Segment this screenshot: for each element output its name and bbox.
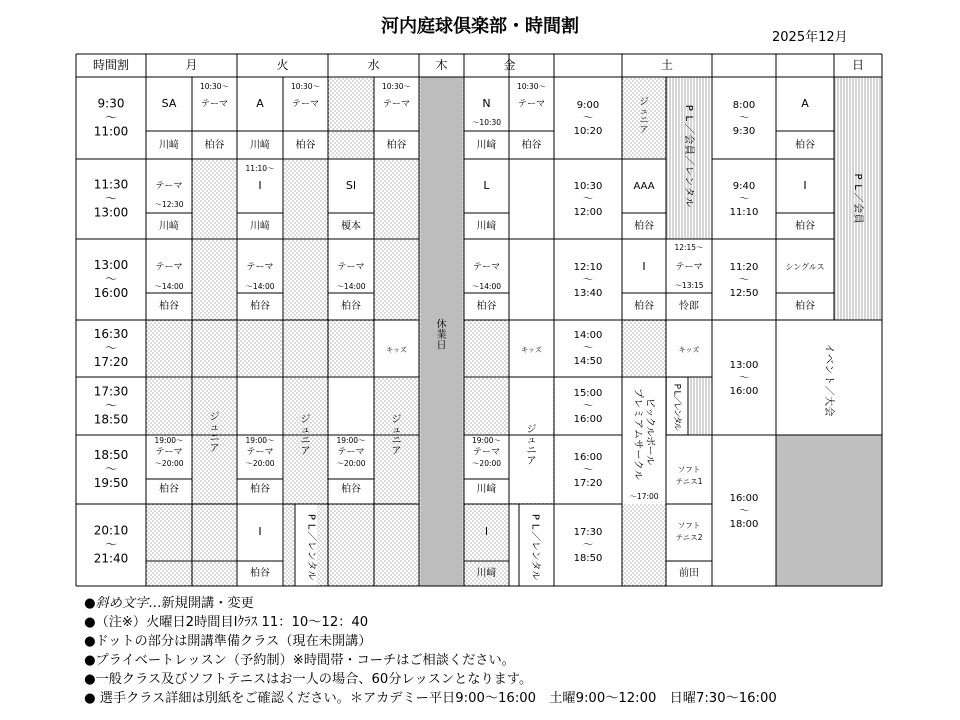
rental-label-char: ル: [529, 570, 541, 581]
notes: [84, 594, 777, 709]
sat-time: 16:00: [573, 452, 603, 463]
time-slot: 18:50: [93, 412, 129, 427]
time-slot: 11:00: [93, 124, 129, 139]
sat-time: 18:50: [573, 553, 603, 564]
rental-label-char: レ: [529, 541, 541, 551]
sun-time: 16:00: [729, 386, 759, 397]
rental-label-char: タ: [305, 560, 317, 571]
sat-time: 17:30: [573, 527, 603, 538]
dotted-cell: [192, 239, 237, 320]
premium-circle-label-char: ミ: [632, 408, 643, 419]
coach-name: 榎本: [341, 221, 361, 232]
time-slot: 9:30: [97, 96, 125, 111]
pl-member-label-char: ル: [683, 197, 694, 208]
coach-name: 柏谷: [250, 484, 270, 495]
header-sat: 土: [660, 58, 674, 72]
junior-label-char: ア: [391, 445, 402, 457]
class-label: I: [258, 525, 262, 538]
rental-label: [306, 514, 318, 580]
rental-label-char: ／: [305, 531, 317, 542]
premium-circle-label-char: レ: [632, 398, 643, 409]
junior-label-char: ュ: [526, 434, 537, 446]
note-1-italic: 斜め文字: [95, 596, 149, 611]
class-time: ～13:15: [674, 281, 704, 290]
class-time: 19:00～: [336, 436, 366, 445]
soft-tennis-label: テニス2: [675, 533, 703, 542]
soft-tennis-label: ソフト: [677, 465, 701, 474]
coach-name: 柏谷: [341, 301, 361, 312]
sun-time: ～: [739, 275, 749, 286]
rental-label-char: L: [671, 390, 682, 396]
pickleball-label-char: ピ: [644, 397, 655, 408]
closed-day-label: [437, 318, 447, 352]
note-1-rest: …新規開講・変更: [148, 596, 254, 611]
junior-label-char: ジ: [526, 424, 537, 436]
dotted-cell: [328, 77, 374, 131]
class-label: テーマ: [155, 262, 183, 273]
coach-name: 柏谷: [250, 568, 270, 579]
dotted-cell: [328, 504, 374, 586]
junior-label: [392, 413, 402, 457]
dotted-cell: [283, 159, 328, 239]
coach-name: 川﨑: [159, 140, 179, 151]
page-title: 河内庭球倶楽部・時間割: [381, 16, 579, 37]
class-label: SI: [345, 179, 357, 192]
rental-label-char: P: [671, 383, 682, 390]
class-time: ～10:30: [471, 118, 502, 127]
dotted-cell: [328, 131, 374, 159]
premium-circle-label-char: プ: [632, 388, 643, 399]
junior-label-char: ジ: [209, 411, 220, 423]
junior-label-char: ジ: [300, 414, 311, 426]
time-slot: 13:00: [93, 205, 129, 220]
class-label: テーマ: [291, 99, 320, 110]
dotted-cell: [146, 504, 192, 586]
sun-time: 9:30: [732, 126, 756, 137]
class-label: テーマ: [337, 262, 365, 273]
junior-label-char: ニ: [209, 432, 220, 444]
pl-member-label-char: 員: [852, 213, 863, 224]
sat-time: 15:00: [573, 388, 603, 399]
class-label: テーマ: [517, 99, 546, 110]
class-time: 10:30～: [381, 82, 412, 91]
pl-member-label-char: 員: [683, 144, 694, 155]
sun-time: ～: [739, 506, 749, 517]
sun-time: ～: [739, 373, 749, 384]
junior-label-char: ニ: [391, 435, 402, 447]
pl-member-label: [683, 105, 696, 208]
junior-label-char: ュ: [639, 106, 649, 117]
dotted-cell: [192, 320, 237, 377]
junior-label-char: ア: [209, 443, 220, 455]
dotted-cell: [374, 239, 419, 320]
time-slot: 11:30: [93, 177, 129, 192]
sun-time: 13:00: [729, 360, 759, 371]
rental-label-char: ル: [671, 422, 682, 432]
header-thu: 木: [435, 58, 448, 72]
class-time: ～14:00: [154, 282, 184, 291]
sat-time: 16:00: [573, 414, 603, 425]
rental-label-char: ／: [529, 531, 541, 542]
coach-name: 柏谷: [795, 301, 815, 312]
coach-name: 柏谷: [250, 301, 270, 312]
time-slot: 17:30: [93, 384, 129, 399]
sun-time: 18:00: [729, 519, 759, 530]
event-label-char: 大: [823, 396, 834, 406]
coach-name: 川﨑: [476, 484, 497, 495]
soft-tennis-label: ソフト: [677, 521, 701, 530]
class-time: ～20:00: [245, 459, 275, 468]
sat-time: 14:50: [573, 356, 603, 367]
class-label: I: [484, 525, 489, 538]
premium-circle-label-char: ク: [632, 459, 643, 470]
sun-time: ～: [739, 194, 749, 205]
header-mon: 月: [185, 58, 198, 72]
pickleball-label-char: ッ: [644, 407, 655, 418]
sat-time: ～: [583, 465, 593, 476]
sat-time: 12:00: [573, 207, 603, 218]
class-label: テーマ: [337, 447, 365, 458]
event-label-char: ト: [823, 375, 834, 385]
dotted-cell: [464, 320, 509, 377]
coach-name: 川﨑: [476, 140, 497, 151]
event-label-char: 会: [823, 406, 834, 417]
class-label: A: [256, 97, 264, 110]
junior-label: [527, 423, 537, 467]
rental-label-char: タ: [529, 560, 541, 571]
kids-label: キッズ: [386, 346, 407, 354]
pl-member-label-char: ／: [683, 123, 694, 134]
dotted-cell: [374, 504, 419, 586]
dotted-cell: [283, 320, 328, 377]
class-label: テーマ: [155, 181, 183, 192]
rental-label-char: ン: [305, 550, 317, 561]
sun-time: 9:40: [732, 181, 756, 192]
class-time: 11:10～: [245, 164, 275, 173]
junior-label-char: ニ: [526, 445, 537, 457]
closed-day-label-char: 休: [436, 319, 447, 331]
class-time: ～14:00: [471, 282, 502, 291]
pickleball-label: [644, 398, 656, 465]
junior-label-char: ニ: [639, 116, 649, 127]
coach-name: 川﨑: [476, 568, 497, 579]
class-label: テーマ: [472, 262, 501, 273]
junior-label-char: ュ: [391, 424, 402, 436]
pl-member-label-char: P: [683, 104, 694, 111]
closed-day-label-char: 日: [436, 340, 447, 352]
sat-time: 12:10: [573, 262, 603, 273]
class-time: ～14:00: [336, 282, 366, 291]
time-slot: 20:10: [93, 523, 129, 538]
kids-label: キッズ: [521, 346, 542, 354]
class-time: ～20:00: [154, 459, 184, 468]
class-time: 12:15～: [674, 243, 704, 252]
coach-name: 柏谷: [634, 301, 654, 312]
closed-day-label-char: 業: [436, 330, 447, 341]
event-label-char: イ: [823, 343, 834, 354]
dotted-cell: [237, 320, 283, 377]
sun-time: 11:20: [729, 262, 759, 273]
coach-name: 柏谷: [295, 140, 316, 151]
pickleball-label-char: ー: [644, 445, 655, 456]
coach-name: 川﨑: [250, 221, 270, 232]
class-time: ～20:00: [471, 459, 502, 468]
class-time: ～14:00: [245, 282, 275, 291]
class-time: ～12:30: [154, 200, 184, 209]
class-time: 10:30～: [199, 82, 230, 91]
event-label-char: ン: [823, 364, 834, 375]
pl-member-label-char: ／: [683, 155, 694, 166]
pl-member-label-char: ／: [852, 192, 863, 203]
dotted-cell: [622, 320, 666, 377]
header-time: 時間割: [92, 58, 130, 72]
coach-name: 前田: [679, 568, 699, 579]
sat-time: ～: [583, 540, 593, 551]
pl-member-label-char: タ: [683, 186, 694, 197]
sat-time: 10:30: [573, 181, 603, 192]
coach-name: 柏谷: [159, 484, 179, 495]
class-label: AAA: [633, 181, 655, 192]
junior-label-char: ニ: [300, 435, 311, 447]
pl-member-label-char: レ: [683, 165, 694, 176]
coach-name: 柏谷: [159, 301, 179, 312]
class-time: 10:30～: [516, 82, 547, 91]
class-label: テーマ: [246, 447, 274, 458]
class-time: 10:30～: [290, 82, 321, 91]
event-label: [823, 344, 836, 417]
rental-label-char: L: [529, 523, 541, 530]
premium-circle-label-char: ア: [632, 418, 643, 429]
sat-time: 13:40: [573, 288, 603, 299]
junior-label-char: ア: [639, 125, 649, 136]
coach-name: 柏谷: [341, 484, 361, 495]
class-label: I: [258, 179, 262, 192]
gray-cell: [776, 435, 882, 586]
rental-label-char: ／: [671, 395, 682, 405]
sun-time: 12:50: [729, 288, 759, 299]
note-6: ● 選手クラス詳細は別紙をご確認ください。＊アカデミー平日9:00～16:00 土曜9:00～12:00 日曜7:30～16:00: [84, 691, 777, 707]
junior-label: [301, 413, 311, 457]
sun-time: 8:00: [732, 100, 756, 111]
note-1: ●斜め文字…新規開講・変更: [84, 596, 254, 611]
class-label: テーマ: [246, 262, 274, 273]
premium-circle-label-char: ー: [632, 449, 643, 460]
dotted-cell: [374, 159, 419, 239]
dotted-cell: [192, 504, 237, 586]
sat-time: ～: [583, 113, 593, 124]
sat-time: ～: [583, 194, 593, 205]
class-label: SA: [161, 97, 177, 110]
sat-time: ～: [583, 275, 593, 286]
coach-name: 柏谷: [521, 140, 542, 151]
dotted-cell: [146, 377, 192, 435]
pickleball-label-char: ル: [644, 426, 655, 437]
dotted-cell: [283, 239, 328, 320]
pl-member-label-char: ン: [683, 176, 694, 187]
dotted-cell: [622, 504, 666, 586]
sun-time: 16:00: [729, 493, 759, 504]
rental-label-char: ル: [305, 570, 317, 581]
pl-member-label-char: P: [852, 173, 863, 180]
class-label: テーマ: [472, 447, 501, 458]
pl-member-label-char: 会: [852, 203, 863, 213]
junior-label-char: ュ: [209, 422, 220, 434]
sat-time: 14:00: [573, 330, 603, 341]
sat-time: 17:20: [573, 478, 603, 489]
coach-name: 川﨑: [159, 221, 179, 232]
note-4: ●プライベートレッスン（予約制）※時間帯・コーチはご相談ください。: [84, 653, 515, 669]
junior-label-char: ア: [300, 445, 311, 457]
dotted-cell: [192, 159, 237, 239]
time-slot: ～: [104, 398, 118, 413]
header-sun: 日: [851, 58, 865, 72]
coach-name: 柏谷: [795, 140, 815, 151]
coach-name: 柏谷: [795, 221, 815, 232]
coach-name: 怜郎: [679, 301, 699, 312]
rental-label-char: タ: [671, 415, 682, 425]
junior-label-char: ジ: [639, 97, 649, 108]
junior-label-char: ュ: [300, 424, 311, 436]
sat-time: ～: [583, 343, 593, 354]
dotted-cell: [328, 320, 374, 377]
time-slot: 16:30: [93, 327, 129, 341]
rental-label-char: P: [529, 513, 541, 520]
note-2: ●（注※）火曜日2時間目Iｸﾗｽ 11：10～12：40: [84, 615, 369, 631]
class-label: A: [801, 97, 809, 110]
pl-member-label-char: 会: [683, 134, 694, 145]
time-slot: 18:50: [93, 448, 129, 462]
dotted-cell: [146, 320, 192, 377]
coach-name: 柏谷: [476, 301, 497, 312]
sun-time: 11:10: [729, 207, 759, 218]
class-time: ～17:00: [629, 492, 659, 501]
class-time: 19:00～: [471, 436, 502, 445]
header-tue: 火: [276, 58, 289, 72]
junior-label-char: ジ: [391, 414, 402, 426]
time-slot: ～: [104, 272, 118, 286]
sat-time: 10:20: [573, 126, 603, 137]
rental-label-char: P: [305, 513, 317, 520]
premium-circle-label-char: ム: [632, 429, 643, 439]
sun-time: ～: [739, 113, 749, 124]
pickleball-label-char: ボ: [644, 436, 655, 447]
event-label-char: ベ: [823, 354, 834, 364]
coach-name: 川﨑: [476, 221, 497, 232]
class-time: 19:00～: [154, 436, 184, 445]
time-slot: ～: [104, 191, 118, 206]
premium-circle-label-char: ル: [632, 469, 643, 480]
header-fri: 金: [503, 58, 516, 72]
junior-label: [210, 411, 220, 455]
class-label: テーマ: [155, 447, 183, 458]
time-slot: ～: [104, 341, 118, 355]
time-slot: 17:20: [93, 355, 129, 369]
sat-time: 9:00: [576, 100, 600, 111]
time-slot: ～: [104, 110, 118, 125]
pickleball-label-char: ク: [644, 416, 655, 427]
class-label: L: [483, 179, 490, 192]
time-slot: ～: [104, 462, 118, 476]
class-label: I: [803, 179, 807, 192]
class-label: N: [482, 97, 491, 110]
junior-label: [639, 96, 648, 135]
pl-member-label-char: L: [683, 115, 694, 122]
time-slot: 19:50: [93, 476, 129, 490]
kids-label: キッズ: [678, 346, 700, 354]
sat-time: ～: [583, 401, 593, 412]
time-slot: 13:00: [93, 258, 129, 272]
premium-circle-label: [632, 388, 644, 480]
coach-name: 柏谷: [204, 140, 225, 151]
rental-label-char: レ: [671, 401, 682, 412]
rental-label: [530, 514, 542, 580]
time-slot: ～: [104, 537, 118, 552]
time-slot: 16:00: [93, 286, 129, 300]
pl-member-label-char: L: [852, 184, 863, 190]
coach-name: 柏谷: [634, 221, 654, 232]
rental-label-char: ン: [671, 408, 682, 418]
dotted-cell: [464, 377, 509, 435]
class-label: テーマ: [200, 99, 229, 110]
schedule-date: 2025年12月: [772, 30, 848, 45]
coach-name: 柏谷: [386, 140, 407, 151]
time-slot: 21:40: [93, 551, 129, 566]
class-label: シングルス: [785, 262, 825, 272]
rental-label-char: L: [305, 523, 317, 530]
class-label: テーマ: [382, 99, 411, 110]
class-time: ～20:00: [336, 459, 366, 468]
class-label: I: [642, 260, 646, 273]
rental-label-char: ン: [529, 550, 541, 561]
rental-label-char: レ: [305, 541, 317, 551]
pickleball-label-char: ル: [644, 455, 655, 466]
note-3: ●ドットの部分は開講準備クラス（現在未開講）: [84, 634, 372, 650]
event-label-char: ／: [823, 385, 834, 396]
header-wed: 水: [367, 58, 380, 72]
premium-circle-label-char: サ: [632, 439, 643, 450]
junior-label-char: ア: [526, 455, 537, 467]
class-time: 19:00～: [245, 436, 275, 445]
soft-tennis-label: テニス1: [675, 477, 703, 486]
note-5: ●一般クラス及びソフトテニスはお一人の場合、60分レッスンとなります。: [84, 672, 533, 688]
coach-name: 川﨑: [250, 140, 270, 151]
rental-label: [672, 384, 683, 432]
class-label: テーマ: [675, 262, 703, 273]
